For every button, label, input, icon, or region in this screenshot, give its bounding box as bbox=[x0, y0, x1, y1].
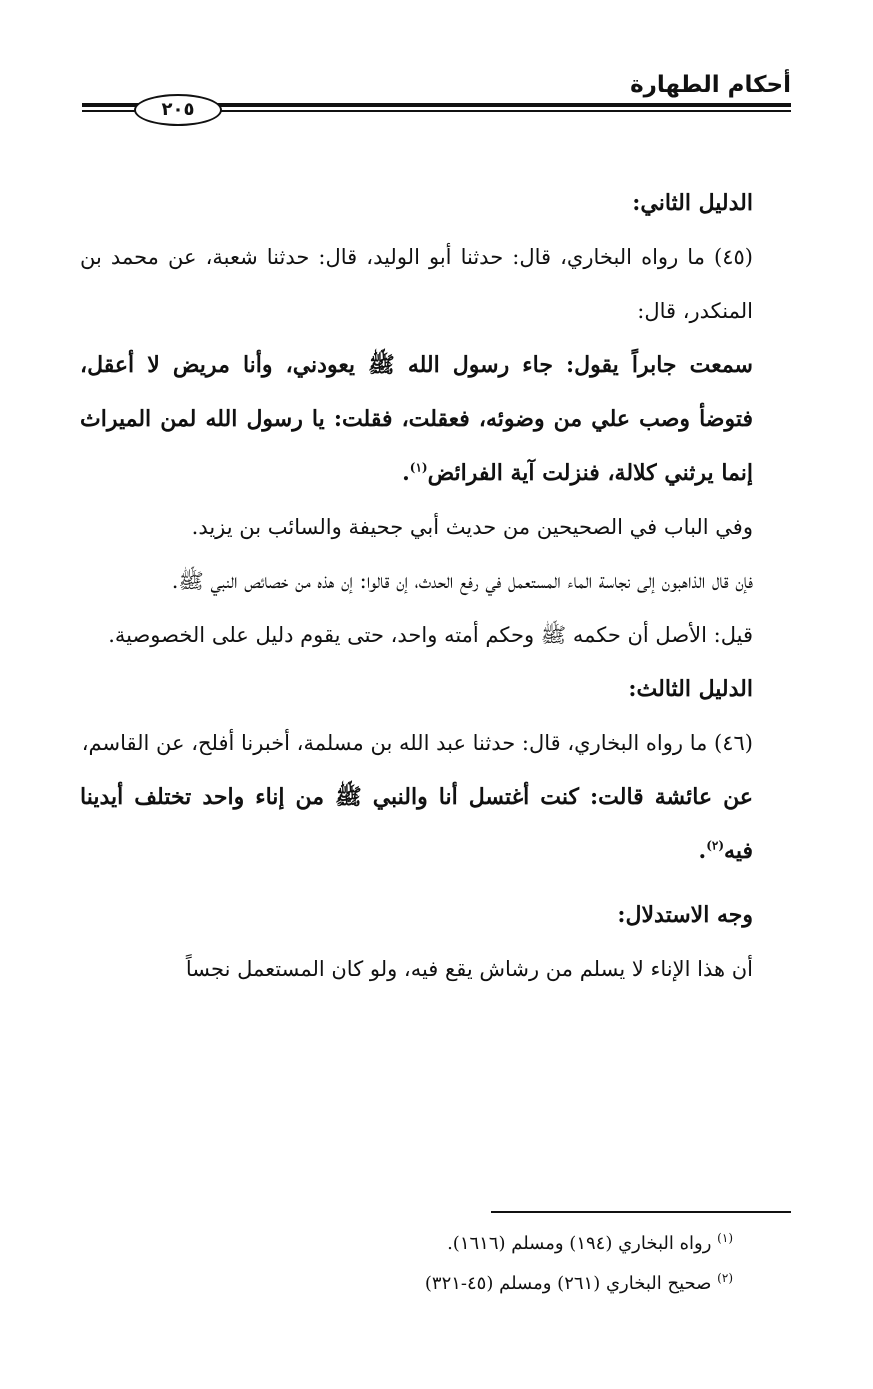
paragraph-other-narrations: وفي الباب في الصحيحين من حديث أبي جحيفة والسائب بن يزيد. bbox=[191, 515, 753, 539]
paragraph-inference: أن هذا الإناء لا يسلم من رشاش يقع فيه، ولو كان المستعمل نجساً bbox=[185, 957, 753, 981]
hadith-45-end: . bbox=[402, 460, 410, 486]
footnotes bbox=[200, 1224, 733, 1304]
header-rule bbox=[82, 99, 791, 120]
hadith-46-matn: عن عائشة قالت: كنت أغتسل أنا والنبي ﷺ من إناء واحد تختلف أيدينا فيه bbox=[80, 784, 753, 864]
page-number: ٢٠٥ bbox=[134, 94, 222, 126]
heading-inference: وجه الاستدلال: bbox=[617, 902, 753, 928]
paragraph-reply: قيل: الأصل أن حكمه ﷺ وحكم أمته واحد، حتى يقوم دليل على الخصوصية. bbox=[108, 623, 753, 647]
hadith-46-isnad: (٤٦) ما رواه البخاري، قال: حدثنا عبد الله بن مسلمة، أخبرنا أفلح، عن القاسم، bbox=[81, 731, 753, 755]
hadith-45-isnad: (٤٥) ما رواه البخاري، قال: حدثنا أبو الوليد، قال: حدثنا شعبة، عن محمد بن المنكدر، قال: bbox=[80, 245, 753, 323]
footnote-1-marker: (١) bbox=[717, 1231, 733, 1245]
hadith-46-text bbox=[80, 770, 791, 878]
heading-third-evidence: الدليل الثالث: bbox=[628, 676, 753, 702]
page-body bbox=[80, 176, 791, 996]
footnote-separator bbox=[491, 1211, 791, 1213]
footnote-ref-2: (٢) bbox=[706, 838, 725, 853]
heading-second-evidence: الدليل الثاني: bbox=[632, 190, 753, 216]
hadith-46-end: . bbox=[698, 838, 707, 864]
footnote-2-marker: (٢) bbox=[717, 1271, 733, 1285]
footnote-2 bbox=[200, 1264, 733, 1304]
footnote-1 bbox=[200, 1224, 733, 1264]
footnote-ref-1: (١) bbox=[409, 460, 428, 475]
footnote-2-text: صحيح البخاري (٢٦١) ومسلم (٤٥-٣٢١) bbox=[424, 1273, 712, 1294]
running-title: أحكام الطهارة bbox=[630, 72, 791, 98]
paragraph-objection: فإن قال الذاهبون إلى نجاسة الماء المستعمل في رفع الحدث، إن قالوا: إن هذه من خصائص النبي ﷺ. bbox=[171, 569, 753, 593]
footnote-1-text: رواه البخاري (١٩٤) ومسلم (١٦١٦). bbox=[447, 1233, 712, 1254]
page-header bbox=[82, 70, 791, 124]
hadith-45-text bbox=[80, 338, 791, 500]
hadith-45-matn: سمعت جابراً يقول: جاء رسول الله ﷺ يعودني، وأنا مريض لا أعقل، فتوضأ وصب علي من وضوئه، فعقلت، فقلت: يا رسول الله لمن الميراث إنما يرثني كلالة، فنزلت آية الفرائض bbox=[80, 352, 753, 486]
